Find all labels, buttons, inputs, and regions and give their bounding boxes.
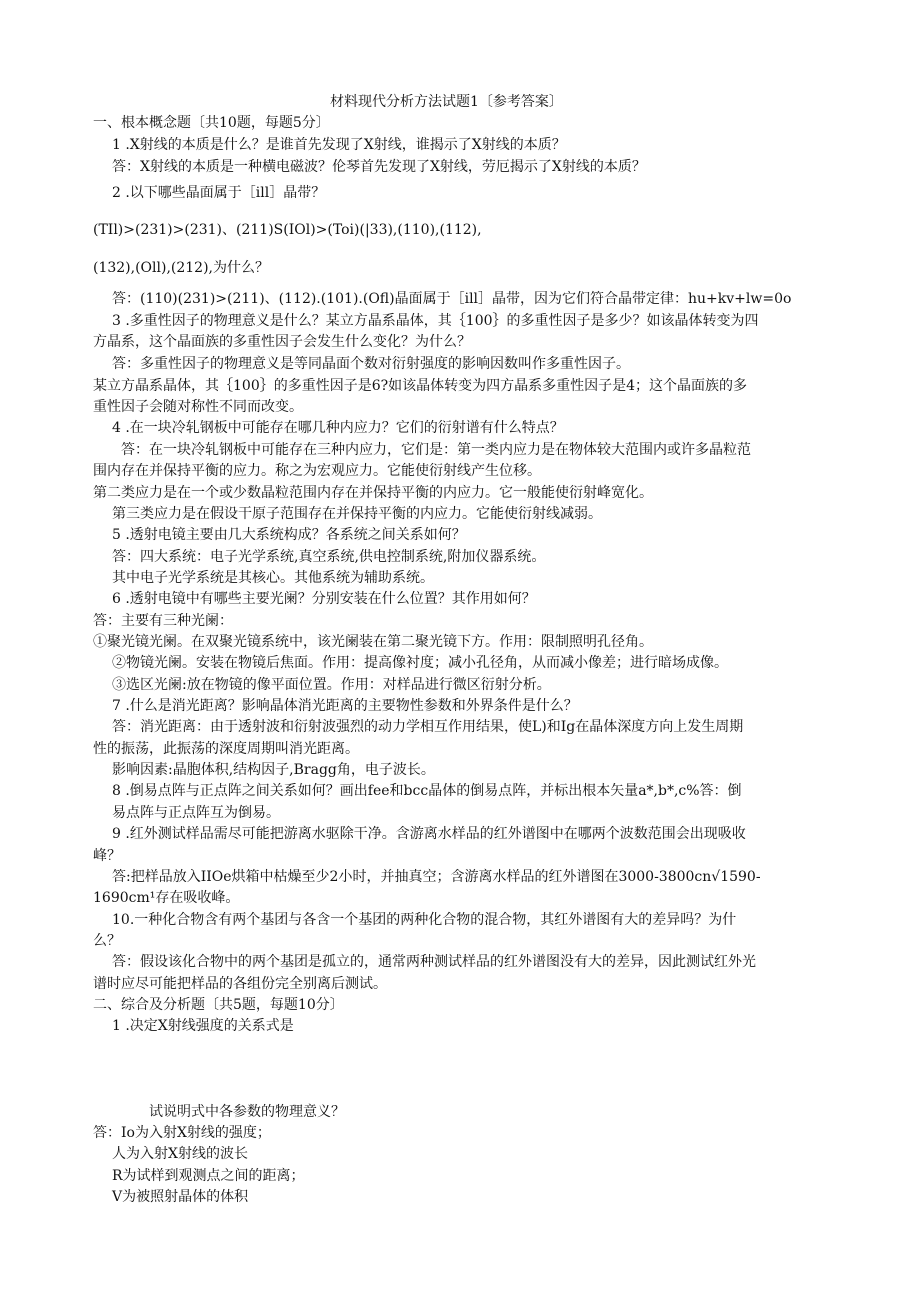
question-line: 9 .红外测试样品需尽可能把游离水驱除干净。含游离水样品的红外谱图中在哪两个波数范围会出现吸收 — [112, 826, 746, 842]
answer-line: 答：在一块冷轧钢板中可能存在三种内应力，它们是：第一类内应力是在物体较大范围内或许多晶粒范 — [121, 442, 751, 458]
answer-line: 答：假设该化合物中的两个基团是孤立的，通常两种测试样品的红外谱图没有大的差异，因此测试红外光 — [112, 954, 756, 970]
answer-line: 答:把样品放入IIOe烘箱中枯燥至少2小时，并抽真空；含游离水样品的红外谱图在3000-3800cn√1590- — [112, 869, 761, 885]
text-line: 其中电子光学系统是其核心。其他系统为辅助系统。 — [112, 570, 434, 586]
answer-line: 答：多重性因子的物理意义是等同晶面个数对衍射强度的影响因数叫作多重性因子。 — [112, 356, 630, 372]
text-line: 峰？ — [93, 848, 121, 864]
text-line: 人为入射X射线的波长 — [112, 1146, 248, 1162]
question-line: 2 .以下哪些晶面属于［ill］晶带？ — [112, 185, 326, 201]
question-line: 1 .X射线的本质是什么？是谁首先发现了X射线，谁揭示了X射线的本质？ — [112, 137, 566, 153]
answer-line: 答：X射线的本质是一种横电磁波？伦琴首先发现了X射线，劳厄揭示了X射线的本质？ — [112, 159, 646, 175]
text-line: 么？ — [93, 933, 121, 949]
answer-line: 答：消光距离：由于透射波和衍射波强烈的动力学相互作用结果，使L)和Ig在晶体深度方向上发生周期 — [112, 719, 744, 735]
text-line: R为试样到观测点之间的距离； — [112, 1168, 305, 1184]
section-heading: 一、根本概念题〔共10题，每题5分〕 — [93, 115, 330, 131]
question-line: 5 .透射电镜主要由几大系统构成？各系统之间关系如何？ — [112, 527, 466, 543]
document-title: 材料现代分析方法试题1〔参考答案〕 — [330, 94, 563, 110]
answer-line: 答：Io为入射X射线的强度； — [93, 1125, 271, 1141]
text-line: 易点阵与正点阵互为倒易。 — [112, 805, 280, 821]
question-line: 7 .什么是消光距离？影响晶体消光距离的主要物性参数和外界条件是什么？ — [112, 698, 578, 714]
text-line: 试说明式中各参数的物理意义？ — [149, 1104, 345, 1120]
text-line: V为被照射晶体的体积 — [112, 1189, 249, 1205]
question-line: 4 .在一块冷轧钢板中可能存在哪几种内应力？它们的衍射谱有什么特点？ — [112, 420, 564, 436]
text-line: (TIl)>(231)>(231)、(211)S(IOl)>(Toi)(|33),(110),(112), — [93, 222, 482, 238]
section-heading: 二、综合及分析题〔共5题，每题10分〕 — [93, 997, 344, 1013]
answer-line: 答：主要有三种光阑： — [93, 613, 233, 629]
text-line: (132),(Oll),(212),为什么？ — [93, 260, 269, 276]
text-line: 方晶系，这个晶面族的多重性因子会发生什么变化？为什么？ — [93, 334, 471, 350]
question-line: 3 .多重性因子的物理意义是什么？某立方晶系晶体，其｛100｝的多重性因子是多少？如该晶体转变为四 — [112, 313, 759, 329]
answer-line: 答：四大系统：电子光学系统,真空系统,供电控制系统,附加仪器系统。 — [112, 549, 546, 565]
text-line: 第三类应力是在假设干原子范围存在并保持平衡的内应力。它能使衍射线减弱。 — [112, 506, 602, 522]
text-line: ①聚光镜光阑。在双聚光镜系统中，该光阑装在第二聚光镜下方。作用：限制照明孔径角。 — [93, 634, 653, 650]
text-line: 1690cm¹存在吸收峰。 — [93, 890, 240, 906]
question-line: 10.一种化合物含有两个基团与各含一个基团的两种化合物的混合物，其红外谱图有大的差异吗？为什 — [112, 912, 737, 928]
text-line: 谱时应尽可能把样品的各组份完全别离后测试。 — [93, 976, 387, 992]
text-line: ②物镜光阑。安装在物镜后焦面。作用：提高像衬度；减小孔径角，从而减小像差；进行暗场成像。 — [112, 655, 728, 671]
text-line: 影响因素:晶胞体积,结构因子,Bragg角，电子波长。 — [112, 762, 435, 778]
text-line: 围内存在并保持平衡的应力。称之为宏观应力。它能使衍射线产生位移。 — [93, 463, 541, 479]
text-line: 第二类应力是在一个或少数晶粒范围内存在并保持平衡的内应力。它一般能使衍射峰宽化。 — [93, 485, 653, 501]
question-line: 6 .透射电镜中有哪些主要光阑？分别安装在什么位置？其作用如何？ — [112, 591, 536, 607]
question-line: 1 .决定X射线强度的关系式是 — [112, 1018, 294, 1034]
text-line: 重性因子会随对称性不同而改变。 — [93, 399, 303, 415]
answer-line: 答：(110)(231)>(211)、(112).(101).(Ofl)晶面属于［ill］晶带，因为它们符合晶带定律：hu+kv+lw=0o — [112, 291, 792, 307]
text-line: 某立方晶系晶体，其｛100｝的多重性因子是6?如该晶体转变为四方晶系多重性因子是4；这个晶面族的多 — [93, 378, 748, 394]
text-line: ③选区光阑:放在物镜的像平面位置。作用：对样品进行微区衍射分析。 — [112, 677, 551, 693]
text-line: 性的振荡，此振荡的深度周期叫消光距离。 — [93, 741, 359, 757]
question-line: 8 .倒易点阵与正点阵之间关系如何？画出fee和bcc晶体的倒易点阵，并标出根本矢量a*,b*,c%答：倒 — [112, 783, 742, 799]
